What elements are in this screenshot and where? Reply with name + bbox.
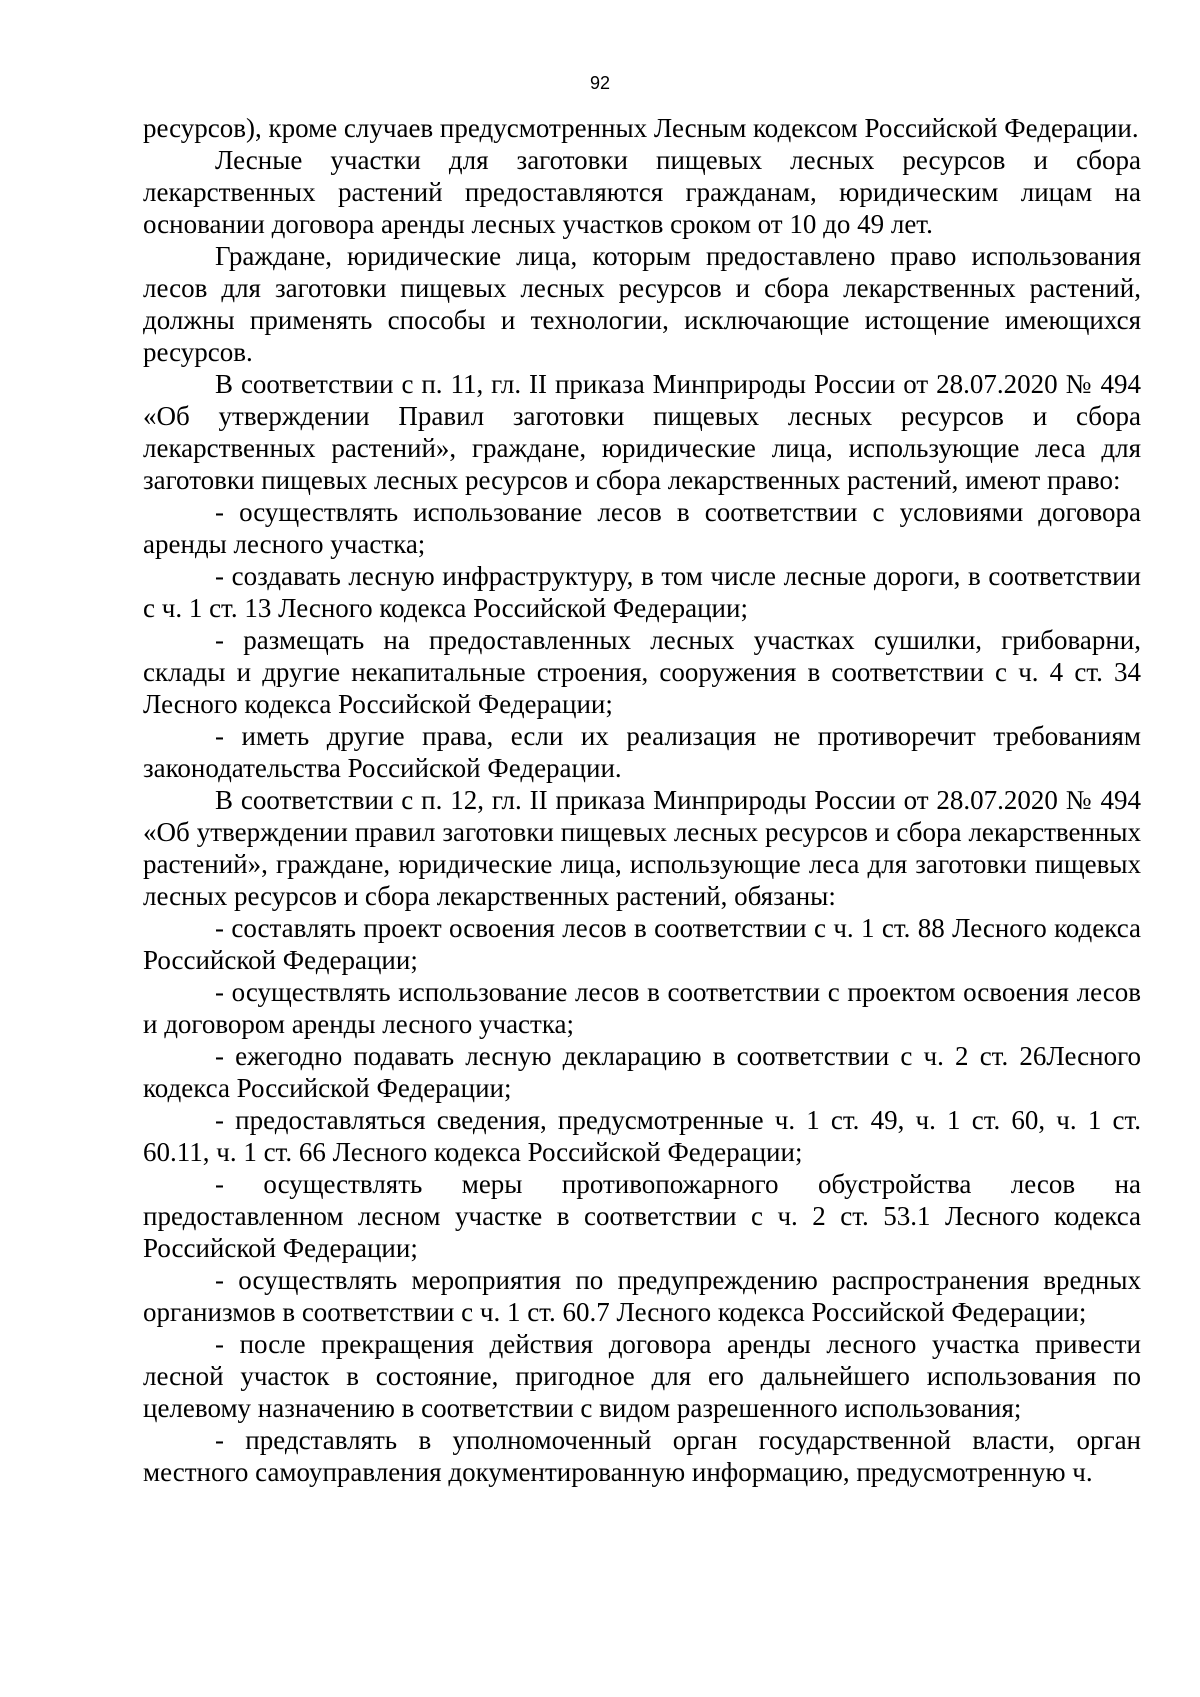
list-item-obligation: - предоставляться сведения, предусмотренные ч. 1 ст. 49, ч. 1 ст. 60, ч. 1 ст. 60.11, ч. 1 ст. 66 Лесного кодекса Российской Федерации; <box>143 1105 1141 1167</box>
list-item-obligation: - осуществлять меры противопожарного обустройства лесов на предоставленном лесном участке в соответствии с ч. 2 ст. 53.1 Лесного кодекса Российской Федерации; <box>143 1169 1141 1263</box>
list-item-right: - размещать на предоставленных лесных участках сушилки, грибоварни, склады и другие некапитальные строения, сооружения в соответствии с ч. 4 ст. 34 Лесного кодекса Российской Федерации; <box>143 625 1141 719</box>
list-item-obligation: - составлять проект освоения лесов в соответствии с ч. 1 ст. 88 Лесного кодекса Российской Федерации; <box>143 913 1141 975</box>
list-item-obligation: - после прекращения действия договора аренды лесного участка привести лесной участок в состояние, пригодное для его дальнейшего использования по целевому назначению в соответствии с видом разрешенного использования; <box>143 1329 1141 1423</box>
list-item-obligation: - осуществлять мероприятия по предупреждению распространения вредных организмов в соответствии с ч. 1 ст. 60.7 Лесного кодекса Российской Федерации; <box>143 1265 1141 1327</box>
list-item-right: - создавать лесную инфраструктуру, в том числе лесные дороги, в соответствии с ч. 1 ст. 13 Лесного кодекса Российской Федерации; <box>143 561 1141 623</box>
list-item-obligation: - представлять в уполномоченный орган государственной власти, орган местного самоуправления документированную информацию, предусмотренную ч. <box>143 1425 1141 1487</box>
paragraph: Граждане, юридические лица, которым предоставлено право использования лесов для заготовки пищевых лесных ресурсов и сбора лекарственных растений, должны применять способы и технологии, исключающие истощение имеющихся ресурсов. <box>143 241 1141 367</box>
paragraph: Лесные участки для заготовки пищевых лесных ресурсов и сбора лекарственных растений предоставляются гражданам, юридическим лицам на основании договора аренды лесных участков сроком от 10 до 49 лет. <box>143 145 1141 239</box>
paragraph: В соответствии с п. 12, гл. II приказа Минприроды России от 28.07.2020 № 494 «Об утверждении правил заготовки пищевых лесных ресурсов и сбора лекарственных растений», граждане, юридические лица, использующие леса для заготовки пищевых лесных ресурсов и сбора лекарственных растений, обязаны: <box>143 785 1141 911</box>
page-number: 92 <box>589 73 611 93</box>
list-item-right: - иметь другие права, если их реализация не противоречит требованиям законодательства Российской Федерации. <box>143 721 1141 783</box>
paragraph-continuation: ресурсов), кроме случаев предусмотренных Лесным кодексом Российской Федерации. <box>143 113 1139 143</box>
paragraph: В соответствии с п. 11, гл. II приказа Минприроды России от 28.07.2020 № 494 «Об утверждении Правил заготовки пищевых лесных ресурсов и сбора лекарственных растений», граждане, юридические лица, использующие леса для заготовки пищевых лесных ресурсов и сбора лекарственных растений, имеют право: <box>143 369 1141 495</box>
list-item-right: - осуществлять использование лесов в соответствии с условиями договора аренды лесного участка; <box>143 497 1141 559</box>
document-body <box>143 112 1141 1488</box>
list-item-obligation: - ежегодно подавать лесную декларацию в соответствии с ч. 2 ст. 26Лесного кодекса Российской Федерации; <box>143 1041 1141 1103</box>
list-item-obligation: - осуществлять использование лесов в соответствии с проектом освоения лесов и договором аренды лесного участка; <box>143 977 1141 1039</box>
